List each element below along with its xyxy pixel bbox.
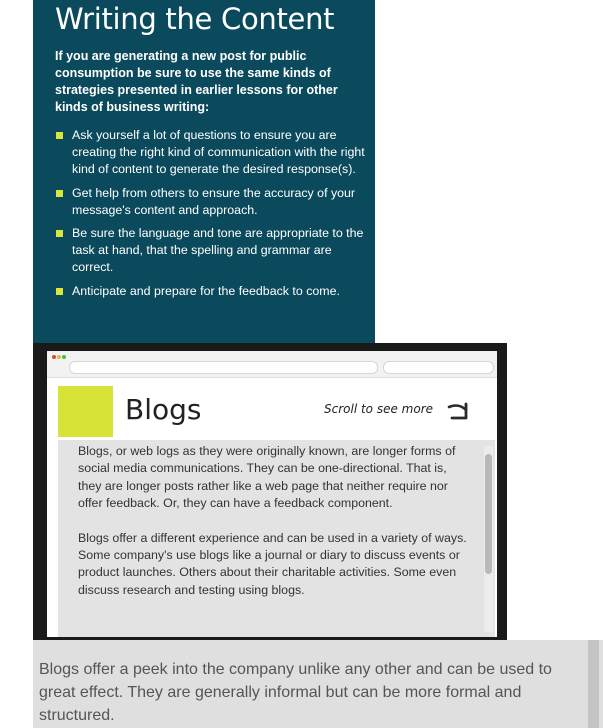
list-item xyxy=(55,283,365,300)
curved-arrow-down-icon xyxy=(446,401,472,423)
scroll-hint: Scroll to see more xyxy=(324,402,434,416)
maximize-dot-icon xyxy=(62,355,66,359)
blog-content-scroll-area[interactable] xyxy=(58,440,495,637)
browser-toolbar xyxy=(47,351,497,378)
list-item-text: Ask yourself a lot of questions to ensure you are creating the right kind of communication with the right kind of content to generate the desired response(s). xyxy=(72,128,365,176)
square-bullet-icon xyxy=(56,288,63,295)
list-item-text: Get help from others to ensure the accuracy of your message's content and approach. xyxy=(72,185,356,217)
minimize-dot-icon xyxy=(57,355,61,359)
square-bullet-icon xyxy=(56,190,63,197)
list-item xyxy=(55,127,365,178)
list-item-text: Be sure the language and tone are appropriate to the task at hand, that the spelling and grammar are correct. xyxy=(72,226,364,274)
scrollbar[interactable] xyxy=(588,640,599,728)
blogs-heading: Blogs xyxy=(125,393,202,426)
square-bullet-icon xyxy=(56,230,63,237)
close-dot-icon xyxy=(52,355,56,359)
content-paragraph: Blogs offer a different experience and can be used in a variety of ways. Some company's use blogs like a journal or diary to discuss events or product launches. Others about their charitable activities. Some even discuss research and testing using blogs. xyxy=(78,530,467,597)
writing-content-panel xyxy=(33,0,375,343)
list-item xyxy=(55,225,365,276)
list-item-text: Anticipate and prepare for the feedback to come. xyxy=(72,283,340,298)
accent-block xyxy=(58,386,113,437)
panel-title: Writing the Content xyxy=(55,2,335,36)
browser-frame xyxy=(33,343,507,640)
list-item xyxy=(55,185,365,219)
browser-screen xyxy=(47,351,497,637)
square-bullet-icon xyxy=(56,132,63,139)
bottom-text-area xyxy=(33,640,603,728)
panel-intro: If you are generating a new post for public consumption be sure to use the same kinds of strategies presented in earlier lessons for other kinds of business writing: xyxy=(55,49,338,114)
search-bar xyxy=(383,361,494,374)
address-bar xyxy=(69,361,378,374)
bottom-paragraph: Blogs offer a peek into the company unlike any other and can be used to great effect. They are generally informal but can be more formal and structured. xyxy=(39,661,552,724)
content-paragraph: Blogs, or web logs as they were originally known, are longer forms of social media communications. They can be one-directional. That is, they are longer posts rather like a web page that neither require nor offer feedback. Or, they can have a feedback component. xyxy=(78,444,456,511)
bullet-list xyxy=(55,127,365,306)
blog-content xyxy=(78,443,468,616)
scrollbar-thumb[interactable] xyxy=(485,454,492,574)
